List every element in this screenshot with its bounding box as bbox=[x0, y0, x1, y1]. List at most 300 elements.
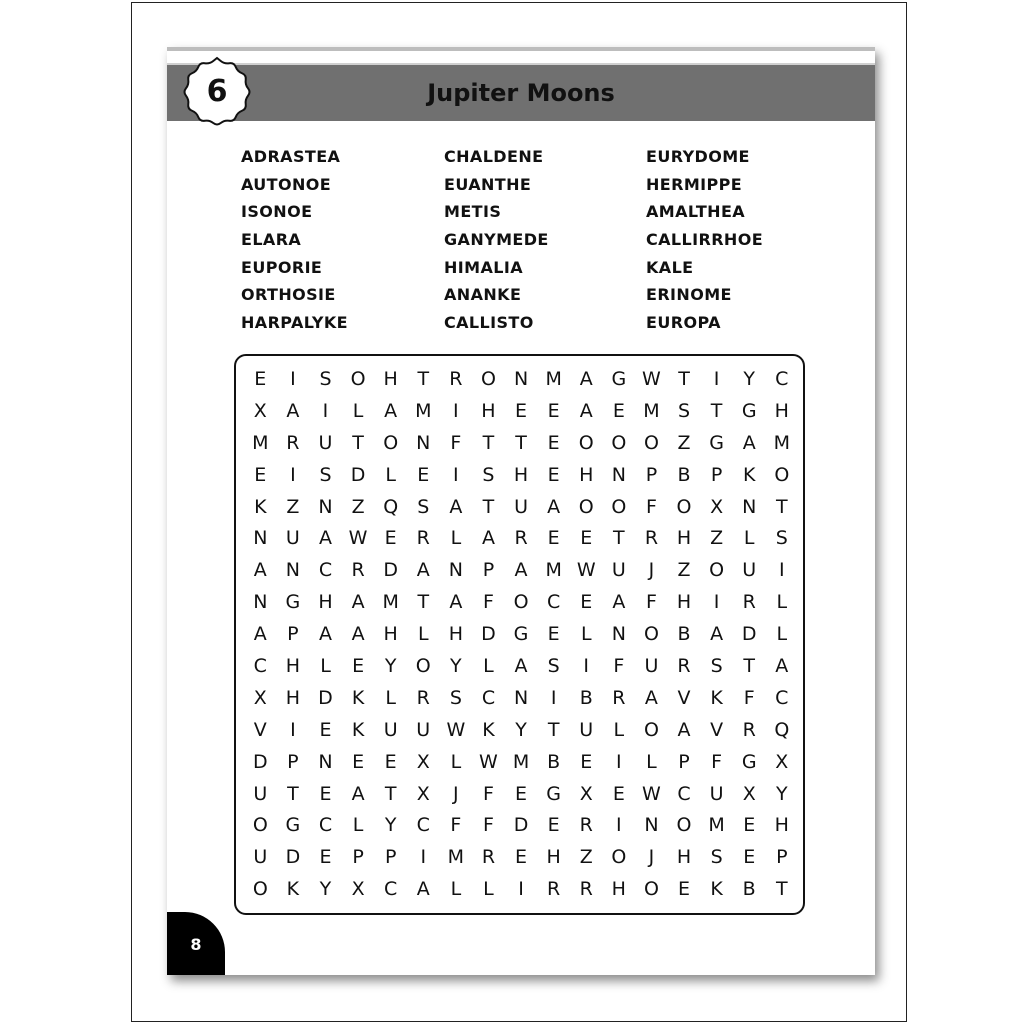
grid-cell: O bbox=[252, 814, 268, 837]
grid-cell: K bbox=[742, 463, 756, 486]
grid-cell: O bbox=[350, 368, 366, 390]
word-list-item: ELARA bbox=[241, 230, 302, 250]
grid-cell: I bbox=[518, 878, 524, 901]
grid-cell: T bbox=[515, 431, 527, 454]
grid-cell: L bbox=[743, 527, 755, 550]
word-list-item: EURYDOME bbox=[646, 147, 750, 166]
grid-cell: H bbox=[383, 623, 398, 646]
grid-cell: A bbox=[775, 655, 789, 678]
grid-cell: X bbox=[351, 878, 365, 901]
grid-cell: L bbox=[483, 655, 494, 678]
grid-cell: L bbox=[646, 750, 657, 773]
grid-cell: Z bbox=[286, 495, 300, 518]
grid-cell: C bbox=[318, 559, 333, 582]
grid-cell: A bbox=[579, 399, 593, 422]
grid-cell: C bbox=[318, 814, 333, 837]
grid-cell: E bbox=[254, 463, 267, 486]
grid-cell: A bbox=[710, 623, 724, 646]
grid-cell: A bbox=[416, 559, 430, 582]
grid-cell: A bbox=[384, 399, 398, 422]
grid-cell: E bbox=[417, 463, 430, 486]
grid-cell: A bbox=[318, 527, 332, 550]
grid-cell: M bbox=[708, 814, 725, 837]
grid-cell: E bbox=[352, 655, 365, 678]
grid-cell: B bbox=[742, 878, 756, 901]
grid-cell: N bbox=[513, 686, 529, 709]
grid-cell: U bbox=[253, 782, 268, 805]
grid-cell: W bbox=[479, 750, 498, 773]
grid-cell: R bbox=[579, 878, 593, 901]
grid-cell: X bbox=[742, 782, 756, 805]
grid-cell: P bbox=[710, 463, 723, 486]
grid-cell: R bbox=[612, 686, 626, 709]
grid-cell: U bbox=[611, 559, 626, 582]
grid-cell: B bbox=[547, 750, 561, 773]
grid-cell: N bbox=[318, 750, 333, 773]
grid-cell: M bbox=[545, 368, 562, 390]
grid-cell: M bbox=[415, 399, 432, 422]
grid-cell: U bbox=[416, 718, 431, 741]
grid-cell: U bbox=[253, 846, 268, 869]
grid-cell: P bbox=[352, 846, 364, 869]
grid-cell: L bbox=[385, 686, 396, 709]
grid-cell: G bbox=[709, 431, 724, 454]
grid-cell: V bbox=[710, 718, 724, 741]
grid-cell: W bbox=[642, 782, 661, 805]
grid-cell: Z bbox=[710, 527, 724, 550]
grid-cell: E bbox=[547, 623, 560, 646]
grid-cell: N bbox=[644, 814, 659, 837]
grid-cell: E bbox=[547, 431, 560, 454]
grid-cell: O bbox=[611, 495, 627, 518]
grid-cell: G bbox=[611, 368, 627, 390]
grid-cell: H bbox=[448, 623, 463, 646]
grid-cell: R bbox=[547, 878, 561, 901]
grid-cell: C bbox=[677, 782, 691, 805]
grid-cell: Z bbox=[677, 559, 691, 582]
grid-cell: B bbox=[677, 623, 691, 646]
grid-cell: R bbox=[742, 718, 756, 741]
grid-cell: P bbox=[384, 846, 397, 869]
grid-cell: R bbox=[416, 686, 430, 709]
grid-cell: L bbox=[352, 814, 364, 837]
grid-cell: U bbox=[514, 495, 528, 518]
grid-cell: K bbox=[710, 686, 723, 709]
grid-cell: I bbox=[550, 686, 557, 709]
word-list-item: ISONOE bbox=[241, 202, 313, 222]
grid-cell: E bbox=[547, 527, 560, 550]
grid-cell: E bbox=[319, 718, 332, 741]
grid-cell: A bbox=[449, 591, 463, 614]
grid-cell: I bbox=[453, 463, 459, 486]
grid-cell: O bbox=[643, 623, 659, 646]
grid-cell: V bbox=[677, 686, 691, 709]
word-list-item: AUTONOE bbox=[241, 174, 332, 194]
grid-cell: O bbox=[383, 431, 399, 454]
grid-cell: T bbox=[482, 431, 495, 454]
puzzle-page bbox=[167, 47, 875, 975]
grid-cell: N bbox=[448, 559, 463, 582]
grid-cell: T bbox=[417, 591, 430, 614]
word-list-item: ERINOME bbox=[646, 285, 732, 305]
grid-cell: A bbox=[286, 399, 300, 422]
grid-cell: U bbox=[709, 782, 724, 805]
grid-cell: Z bbox=[351, 495, 365, 518]
grid-cell: L bbox=[613, 718, 625, 741]
word-list-item: ADRASTEA bbox=[241, 147, 341, 166]
grid-cell: A bbox=[547, 495, 561, 518]
grid-cell: X bbox=[710, 495, 724, 518]
grid-cell: I bbox=[290, 718, 296, 741]
grid-cell: Z bbox=[677, 431, 691, 454]
grid-cell: F bbox=[482, 591, 494, 614]
grid-cell: U bbox=[318, 431, 333, 454]
grid-cell: G bbox=[741, 399, 757, 422]
grid-cell: A bbox=[612, 591, 626, 614]
grid-cell: A bbox=[351, 623, 365, 646]
grid-cell: J bbox=[648, 559, 655, 582]
grid-cell: X bbox=[579, 782, 593, 805]
page-number-tab bbox=[167, 912, 225, 975]
grid-cell: L bbox=[417, 623, 429, 646]
grid-cell: A bbox=[416, 878, 430, 901]
grid-cell: O bbox=[480, 368, 496, 390]
grid-cell: A bbox=[481, 527, 495, 550]
grid-cell: K bbox=[351, 686, 365, 709]
grid-cell: O bbox=[676, 814, 692, 837]
grid-cell: Y bbox=[515, 718, 527, 741]
grid-cell: A bbox=[253, 623, 267, 646]
grid-cell: W bbox=[446, 718, 466, 741]
grid-cell: H bbox=[676, 846, 692, 869]
grid-cell: S bbox=[482, 463, 495, 486]
grid-cell: O bbox=[676, 495, 692, 518]
grid-cell: Y bbox=[743, 368, 755, 390]
word-list-item: CALLIRRHOE bbox=[646, 230, 764, 250]
word-list-item: ANANKE bbox=[444, 285, 522, 305]
grid-cell: S bbox=[547, 655, 560, 678]
grid-cell: I bbox=[290, 463, 296, 486]
grid-cell: Y bbox=[450, 655, 462, 678]
grid-cell: D bbox=[741, 623, 757, 646]
grid-cell: S bbox=[677, 399, 691, 422]
grid-cell: C bbox=[416, 814, 430, 837]
grid-cell: H bbox=[285, 655, 301, 678]
grid-cell: K bbox=[351, 718, 365, 741]
grid-cell: S bbox=[417, 495, 430, 518]
grid-cell: O bbox=[513, 591, 529, 614]
grid-cell: I bbox=[778, 559, 785, 582]
grid-cell: D bbox=[350, 463, 366, 486]
grid-cell: P bbox=[287, 750, 299, 773]
word-list-item: EUROPA bbox=[646, 313, 721, 333]
grid-cell: L bbox=[352, 399, 364, 422]
grid-cell: E bbox=[384, 527, 397, 550]
puzzle-number: 6 bbox=[206, 74, 228, 109]
grid-cell: E bbox=[547, 463, 560, 486]
page-number: 8 bbox=[190, 935, 202, 954]
top-rule bbox=[167, 47, 875, 51]
grid-cell: G bbox=[513, 623, 529, 646]
grid-cell: A bbox=[644, 686, 658, 709]
grid-cell: A bbox=[514, 559, 528, 582]
word-search-grid-box bbox=[234, 354, 805, 915]
grid-cell: T bbox=[547, 718, 560, 741]
grid-cell: A bbox=[677, 718, 691, 741]
grid-cell: F bbox=[482, 814, 494, 837]
grid-cell: O bbox=[611, 431, 627, 454]
grid-cell: J bbox=[453, 782, 459, 805]
letter-grid bbox=[244, 364, 799, 907]
grid-cell: X bbox=[775, 750, 789, 773]
grid-cell: E bbox=[612, 782, 625, 805]
grid-cell: I bbox=[290, 368, 296, 390]
grid-cell: A bbox=[351, 782, 365, 805]
grid-cell: R bbox=[286, 431, 300, 454]
grid-cell: T bbox=[678, 368, 690, 390]
grid-cell: S bbox=[319, 463, 332, 486]
grid-cell: T bbox=[775, 878, 788, 901]
grid-cell: H bbox=[774, 399, 789, 422]
grid-cell: W bbox=[576, 559, 596, 582]
grid-cell: E bbox=[743, 814, 756, 837]
grid-cell: C bbox=[547, 591, 561, 614]
grid-cell: G bbox=[285, 591, 301, 614]
grid-cell: E bbox=[515, 782, 528, 805]
grid-cell: R bbox=[481, 846, 496, 869]
grid-cell: E bbox=[515, 846, 528, 869]
grid-cell: H bbox=[579, 463, 594, 486]
grid-cell: K bbox=[710, 878, 723, 901]
word-list-item: HIMALIA bbox=[444, 257, 523, 277]
grid-cell: T bbox=[482, 495, 495, 518]
grid-cell: I bbox=[713, 368, 720, 390]
grid-cell: M bbox=[545, 559, 562, 582]
grid-cell: C bbox=[775, 686, 789, 709]
grid-cell: O bbox=[578, 431, 594, 454]
grid-cell: D bbox=[481, 623, 496, 646]
grid-cell: T bbox=[743, 655, 755, 678]
grid-cell: G bbox=[741, 750, 757, 773]
word-list bbox=[241, 143, 801, 337]
grid-cell: D bbox=[252, 750, 268, 773]
grid-cell: P bbox=[482, 559, 495, 582]
word-list-item: ORTHOSIE bbox=[241, 285, 336, 305]
grid-cell: L bbox=[580, 623, 592, 646]
grid-cell: U bbox=[644, 655, 659, 678]
grid-cell: A bbox=[318, 623, 332, 646]
puzzle-title: Jupiter Moons bbox=[427, 79, 615, 107]
grid-cell: R bbox=[449, 368, 463, 390]
grid-cell: E bbox=[547, 814, 560, 837]
grid-cell: M bbox=[252, 431, 269, 454]
grid-cell: R bbox=[514, 527, 528, 550]
grid-cell: N bbox=[253, 527, 268, 550]
grid-cell: O bbox=[252, 878, 268, 901]
word-list-item: HERMIPPE bbox=[646, 174, 743, 194]
grid-cell: O bbox=[611, 846, 627, 869]
grid-cell: M bbox=[773, 431, 790, 454]
grid-cell: U bbox=[383, 718, 398, 741]
grid-cell: R bbox=[742, 591, 756, 614]
grid-cell: A bbox=[579, 368, 593, 390]
grid-cell: R bbox=[579, 814, 593, 837]
grid-cell: C bbox=[775, 368, 789, 390]
grid-cell: Q bbox=[774, 718, 790, 741]
grid-cell: M bbox=[512, 750, 530, 773]
grid-cell: Y bbox=[384, 814, 397, 837]
word-list-item: HARPALYKE bbox=[241, 313, 348, 333]
grid-cell: M bbox=[643, 399, 660, 422]
grid-cell: N bbox=[416, 431, 431, 454]
grid-cell: Y bbox=[384, 655, 397, 678]
grid-cell: A bbox=[742, 431, 756, 454]
grid-cell: S bbox=[710, 846, 723, 869]
grid-cell: T bbox=[775, 495, 788, 518]
grid-cell: O bbox=[643, 718, 659, 741]
grid-cell: Y bbox=[775, 782, 788, 805]
grid-cell: L bbox=[385, 463, 396, 486]
grid-cell: C bbox=[384, 878, 398, 901]
grid-cell: E bbox=[612, 399, 625, 422]
grid-cell: P bbox=[776, 846, 788, 869]
grid-cell: H bbox=[481, 399, 496, 422]
grid-cell: K bbox=[254, 495, 267, 518]
word-list-item: KALE bbox=[646, 257, 694, 277]
grid-cell: N bbox=[611, 623, 626, 646]
grid-cell: L bbox=[776, 591, 788, 614]
grid-cell: T bbox=[710, 399, 723, 422]
grid-cell: M bbox=[382, 591, 399, 614]
grid-cell: W bbox=[348, 527, 368, 550]
puzzle-number-badge bbox=[180, 55, 254, 129]
grid-cell: F bbox=[450, 431, 462, 454]
grid-cell: E bbox=[580, 527, 593, 550]
grid-cell: Z bbox=[579, 846, 593, 869]
grid-cell: Y bbox=[319, 878, 332, 901]
grid-cell: E bbox=[319, 846, 332, 869]
grid-cell: N bbox=[611, 463, 626, 486]
grid-cell: A bbox=[351, 591, 365, 614]
grid-cell: E bbox=[254, 368, 267, 390]
grid-cell: O bbox=[643, 431, 659, 454]
grid-cell: E bbox=[580, 750, 593, 773]
grid-cell: F bbox=[711, 750, 723, 773]
grid-cell: D bbox=[318, 686, 333, 709]
grid-cell: H bbox=[676, 527, 692, 550]
grid-cell: O bbox=[643, 878, 659, 901]
word-list-item: CALLISTO bbox=[444, 313, 534, 333]
grid-cell: P bbox=[287, 623, 299, 646]
grid-cell: L bbox=[483, 878, 494, 901]
grid-cell: L bbox=[450, 527, 462, 550]
grid-cell: R bbox=[677, 655, 691, 678]
grid-cell: F bbox=[450, 814, 462, 837]
grid-cell: C bbox=[253, 655, 267, 678]
grid-cell: X bbox=[416, 782, 430, 805]
grid-cell: L bbox=[450, 878, 462, 901]
grid-cell: L bbox=[450, 750, 462, 773]
grid-cell: O bbox=[415, 655, 431, 678]
grid-cell: R bbox=[644, 527, 659, 550]
grid-cell: H bbox=[285, 686, 301, 709]
grid-cell: V bbox=[253, 718, 267, 741]
grid-cell: I bbox=[713, 591, 720, 614]
title-band bbox=[167, 63, 875, 121]
grid-cell: T bbox=[384, 782, 397, 805]
grid-cell: A bbox=[449, 495, 463, 518]
grid-cell: S bbox=[775, 527, 788, 550]
grid-cell: S bbox=[319, 368, 332, 390]
grid-cell: D bbox=[285, 846, 301, 869]
word-list-item: AMALTHEA bbox=[646, 202, 746, 222]
grid-cell: F bbox=[613, 655, 625, 678]
grid-cell: D bbox=[383, 559, 398, 582]
grid-cell: X bbox=[253, 686, 267, 709]
grid-cell: F bbox=[645, 591, 657, 614]
grid-cell: Q bbox=[383, 495, 399, 518]
grid-cell: M bbox=[447, 846, 465, 869]
grid-cell: W bbox=[642, 368, 661, 390]
grid-cell: H bbox=[676, 591, 692, 614]
grid-cell: E bbox=[384, 750, 397, 773]
grid-cell: E bbox=[678, 878, 691, 901]
grid-cell: X bbox=[253, 399, 267, 422]
grid-cell: U bbox=[742, 559, 757, 582]
grid-cell: N bbox=[513, 368, 529, 390]
grid-cell: I bbox=[420, 846, 427, 869]
grid-cell: N bbox=[253, 591, 268, 614]
grid-cell: C bbox=[481, 686, 496, 709]
grid-cell: T bbox=[287, 782, 299, 805]
grid-cell: E bbox=[515, 399, 528, 422]
grid-cell: L bbox=[320, 655, 331, 678]
grid-cell: G bbox=[285, 814, 301, 837]
word-list-item: GANYMEDE bbox=[444, 230, 549, 250]
grid-cell: T bbox=[352, 431, 364, 454]
grid-cell: S bbox=[710, 655, 723, 678]
grid-cell: U bbox=[579, 718, 594, 741]
grid-cell: B bbox=[677, 463, 691, 486]
grid-cell: I bbox=[453, 399, 459, 422]
word-list-item: METIS bbox=[444, 202, 502, 222]
grid-cell: A bbox=[514, 655, 528, 678]
grid-cell: R bbox=[416, 527, 430, 550]
grid-cell: G bbox=[546, 782, 561, 805]
grid-cell: P bbox=[645, 463, 658, 486]
grid-cell: I bbox=[616, 750, 622, 773]
grid-cell: I bbox=[616, 814, 622, 837]
grid-cell: I bbox=[322, 399, 329, 422]
word-list-item: EUANTHE bbox=[444, 174, 532, 194]
grid-cell: K bbox=[286, 878, 300, 901]
grid-cell: X bbox=[416, 750, 430, 773]
grid-cell: E bbox=[352, 750, 365, 773]
word-list-item: EUPORIE bbox=[241, 257, 323, 277]
grid-cell: D bbox=[513, 814, 529, 837]
grid-cell: H bbox=[546, 846, 561, 869]
grid-cell: E bbox=[743, 846, 756, 869]
grid-cell: E bbox=[580, 591, 593, 614]
grid-cell: L bbox=[776, 623, 788, 646]
word-list-item: CHALDENE bbox=[444, 147, 544, 166]
grid-cell: R bbox=[351, 559, 365, 582]
grid-cell: B bbox=[579, 686, 593, 709]
grid-cell: T bbox=[417, 368, 430, 390]
grid-cell: J bbox=[648, 846, 655, 869]
grid-cell: K bbox=[482, 718, 495, 741]
grid-cell: O bbox=[578, 495, 594, 518]
